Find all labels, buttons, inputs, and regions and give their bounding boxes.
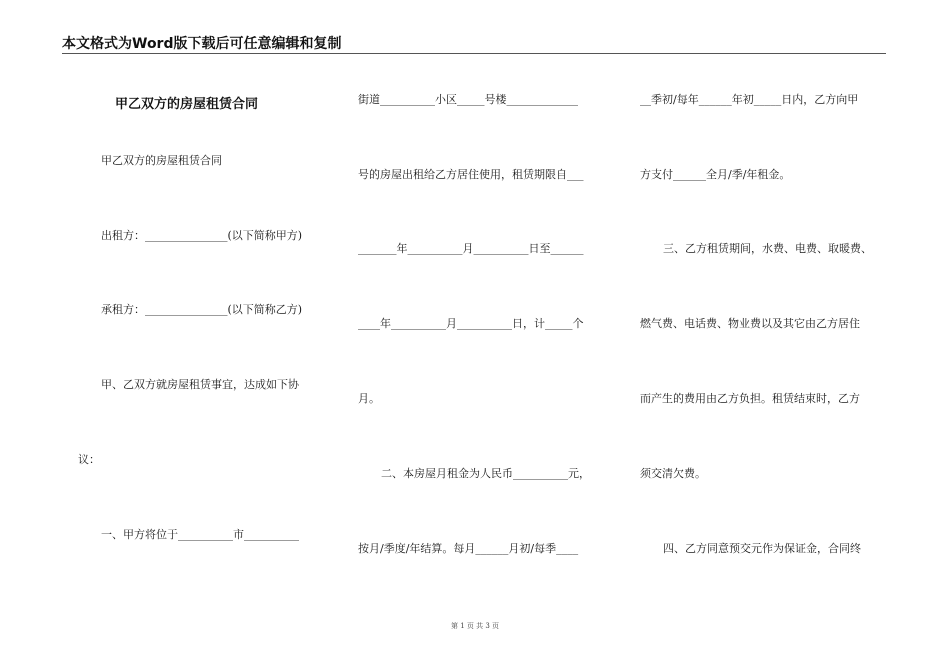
paragraph-line: 甲、乙双方就房屋租赁事宜，达成如下协	[101, 378, 299, 391]
paragraph-line: __季初/每年______年初_____日内，乙方向甲	[640, 93, 859, 106]
paragraph-line: 出租方：_______________(以下简称甲方)	[101, 229, 303, 242]
paragraph-line: 二、本房屋月租金为人民币__________元，	[381, 467, 590, 480]
paragraph-line: 按月/季度/年结算。每月______月初/每季____	[358, 542, 579, 555]
document-title: 甲乙双方的房屋租赁合同	[115, 97, 259, 112]
paragraph-line: 四、乙方同意预交元作为保证金，合同终	[663, 542, 861, 555]
paragraph-line: 燃气费、电话费、物业费以及其它由乙方居住	[640, 317, 860, 330]
paragraph-line: 一、甲方将位于__________市__________	[101, 528, 299, 541]
paragraph-line: 号的房屋出租给乙方居住使用，租赁期限自___	[358, 168, 584, 181]
paragraph-line: 方支付______全月/季/年租金。	[640, 168, 791, 181]
paragraph-line: 而产生的费用由乙方负担。租赁结束时，乙方	[640, 392, 860, 405]
paragraph-line: 月。	[358, 392, 380, 405]
page-indicator: 第 1 页 共 3 页	[450, 622, 500, 630]
paragraph-line: 议：	[78, 453, 100, 466]
paragraph-line: _______年__________月__________日至______	[358, 242, 584, 255]
paragraph-line: ____年__________月__________日，计_____个	[358, 317, 584, 330]
paragraph-line: 承租方：_______________(以下简称乙方)	[101, 303, 303, 316]
paragraph-line: 须交清欠费。	[640, 467, 706, 480]
paragraph-line: 三、乙方租赁期间，水费、电费、取暖费、	[663, 242, 872, 255]
document-header: 本文格式为Word版下载后可任意编辑和复制	[62, 33, 886, 54]
paragraph-line: 甲乙双方的房屋租赁合同	[101, 154, 222, 167]
paragraph-line: 街道__________小区_____号楼_____________	[358, 93, 578, 106]
